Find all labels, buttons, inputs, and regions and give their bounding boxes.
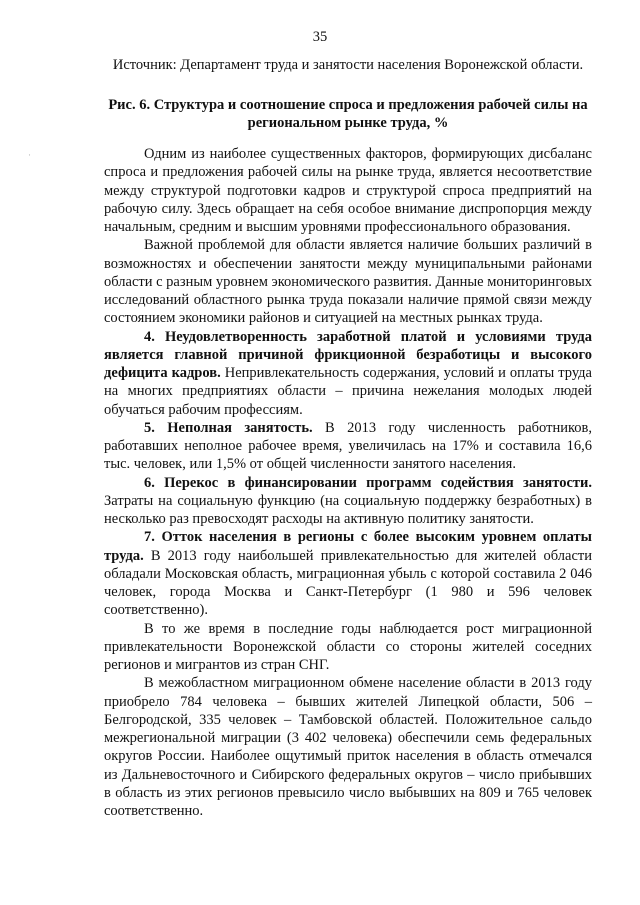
paragraph-7: В то же время в последние годы наблюдается рост миграционной привлекательности Воронежской области со стороны жителей соседних регионов и мигрантов из стран СНГ. <box>104 620 592 673</box>
paragraph-3-heading: 4. Неудовлетворенность заработной платой и условиями труда является главной причиной фрикционной безработицы и высокого дефицита кадров. <box>104 328 592 381</box>
paragraph-1: Одним из наиболее существенных факторов, формирующих дисбаланс спроса и предложения рабочей силы на рынке труда, является несоответствие между структурой подготовки кадров и структурой спроса предприятий на рабочую силу. Здесь обращает на себя особое внимание диспропорция между начальным, средним и высшим уровнями профессионального образования. <box>104 146 592 235</box>
paragraph-5 <box>104 474 592 529</box>
paragraph-6-heading: 7. Отток населения в регионы с более высоким уровнем оплаты труда. <box>104 529 592 564</box>
paragraph-4-heading: 5. Неполная занятость. <box>144 419 313 436</box>
paragraph-3 <box>104 328 592 419</box>
paragraph-4 <box>104 419 592 474</box>
figure-caption: Рис. 6. Структура и соотношение спроса и предложения рабочей силы на региональном рынке труда, % <box>108 97 588 132</box>
page-number: 35 <box>312 29 328 45</box>
figure-source-note: Источник: Департамент труда и занятости населения Воронежской области. <box>112 57 584 73</box>
paragraph-4-text: В 2013 году численность работников, работавших неполное рабочее время, увеличилась на 17% и составила 16,6 тыс. человек, или 1,5% от общей численности занятого населения. <box>104 419 592 473</box>
paragraph-8: В межобластном миграционном обмене население области в 2013 году приобрело 784 человека – бывших жителей Липецкой области, 506 – Белгородской, 335 человек – Тамбовской областей. Положительное сальдо межрегиональной миграции (3 402 человека) обеспечили семь федеральных округов России. Наиболее ощутимый приток населения в область отмечался из Дальневосточного и Сибирского федеральных округов – число прибывших в область из этих регионов превысило число выбывших на 809 и 765 человек соответственно. <box>104 675 592 819</box>
paragraph-6-text: В 2013 году наибольшей привлекательностью для жителей области обладали Московская область, миграционная убыль с которой составила 2 046 человек, города Москва и Санкт-Петербург (1 980 и 596 человек соответственно). <box>104 547 592 619</box>
paragraph-2: Важной проблемой для области является наличие больших различий в возможностях и обеспечении занятости между муниципальными районами области с разным уровнем экономического развития. Данные мониторинговых исследований областного рынка труда показали наличие прямой связи между состоянием экономики районов и ситуацией на местных рынках труда. <box>104 237 592 327</box>
margin-mark: · <box>28 150 31 160</box>
paragraph-5-heading: 6. Перекос в финансировании программ содействия занятости. <box>144 474 592 491</box>
paragraph-5-text: Затраты на социальную функцию (на социальную поддержку безработных) в несколько раз превосходят расходы на активную политику занятости. <box>104 492 592 527</box>
paragraph-6 <box>104 528 592 619</box>
paragraph-3-text: Непривлекательность содержания, условий и оплаты труда на многих предприятиях области – причина нежелания молодых людей обучаться рабочим профессиям. <box>104 365 592 418</box>
body-text <box>104 145 592 820</box>
